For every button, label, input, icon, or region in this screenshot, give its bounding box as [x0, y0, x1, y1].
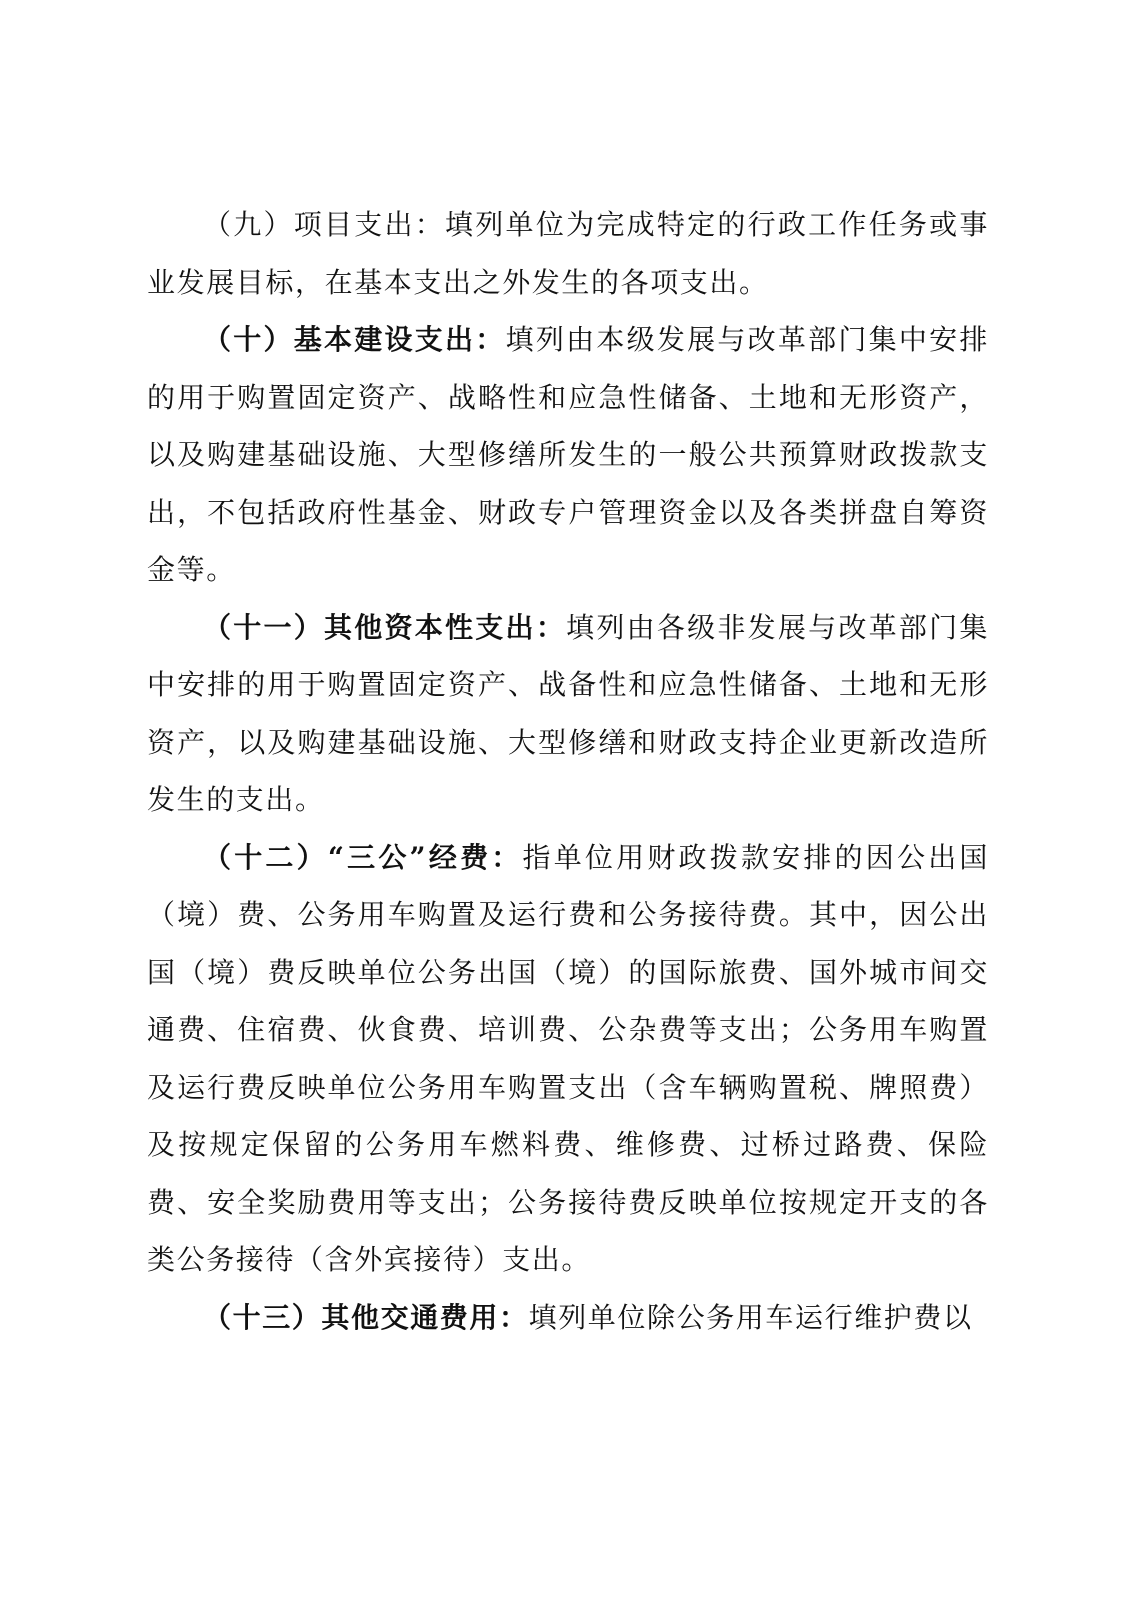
- paragraph-text: 指单位用财政拨款安排的因公出国（境）费、公务用车购置及运行费和公务接待费。其中，因公出国（境）费反映单位公务出国（境）的国际旅费、国外城市间交通费、住宿费、伙食费、培训费、公杂费等支出；公务用车购置及运行费反映单位公务用车购置支出（含车辆购置税、牌照费）及按规定保留的公务用车燃料费、维修费、过桥过路费、保险费、安全奖励费用等支出；公务接待费反映单位按规定开支的各类公务接待（含外宾接待）支出。: [147, 840, 989, 1276]
- paragraph-text: 填列由本级发展与改革部门集中安排的用于购置固定资产、战略性和应急性储备、土地和无形资产，以及购建基础设施、大型修缮所发生的一般公共预算财政拨款支出，不包括政府性基金、财政专户管理资金以及各类拼盘自筹资金等。: [147, 323, 989, 586]
- paragraph-text: 填列由各级非发展与改革部门集中安排的用于购置固定资产、战备性和应急性储备、土地和无形资产，以及购建基础设施、大型修缮和财政支持企业更新改造所发生的支出。: [147, 610, 990, 816]
- paragraph-heading: （十二）“三公”经费：: [203, 840, 523, 874]
- paragraph-other-capital: [147, 599, 989, 829]
- paragraph-capital-construction: [147, 311, 989, 599]
- paragraph-heading: （十一）其他资本性支出：: [203, 610, 567, 644]
- paragraph-heading: （十）基本建设支出：: [203, 323, 506, 356]
- paragraph-three-public: [147, 829, 989, 1289]
- paragraph-other-transport: [147, 1289, 989, 1347]
- paragraph-project-expenditure: [147, 196, 989, 311]
- paragraph-heading: （十三）其他交通费用：: [203, 1300, 529, 1334]
- paragraph-text: 填列单位除公务用车运行维护费以: [528, 1300, 973, 1334]
- document-body: [147, 196, 989, 1346]
- paragraph-text: （九）项目支出：填列单位为完成特定的行政工作任务或事业发展目标，在基本支出之外发生的各项支出。: [147, 208, 989, 299]
